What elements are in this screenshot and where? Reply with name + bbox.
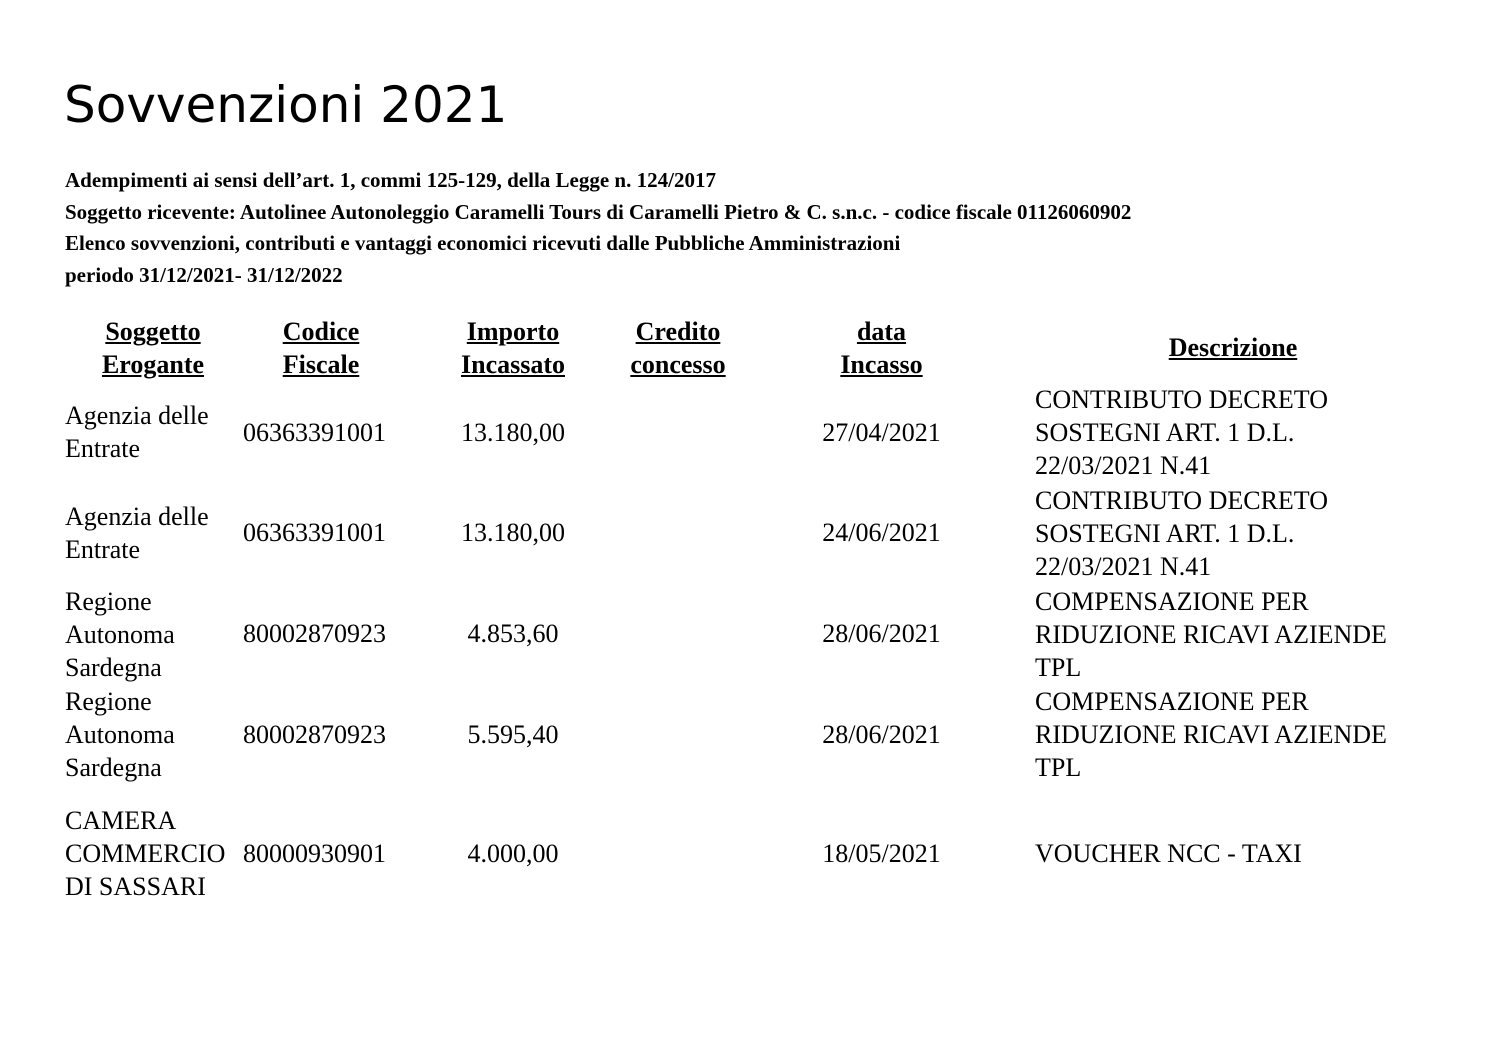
header-info bbox=[65, 165, 1131, 291]
cell-descrizione: COMPENSAZIONE PER RIDUZIONE RICAVI AZIENDE TPL bbox=[1035, 687, 1387, 782]
header-data-incasso: data Incasso bbox=[840, 317, 923, 379]
cell-descrizione: VOUCHER NCC - TAXI bbox=[1035, 839, 1302, 868]
law-reference-line: Adempimenti ai sensi dell’art. 1, commi 125-129, della Legge n. 124/2017 bbox=[65, 168, 716, 192]
period-line: periodo 31/12/2021- 31/12/2022 bbox=[65, 262, 343, 287]
cell-soggetto: Agenzia delle Entrate bbox=[65, 401, 209, 463]
header-importo-incassato: Importo Incassato bbox=[460, 317, 565, 379]
cell-data-incasso: 28/06/2021 bbox=[822, 619, 941, 648]
cell-codice-fiscale: 80002870923 bbox=[243, 720, 386, 749]
cell-data-incasso: 28/06/2021 bbox=[822, 720, 941, 749]
cell-data-incasso: 27/04/2021 bbox=[822, 418, 941, 447]
header-soggetto-erogante: Soggetto Erogante bbox=[101, 317, 205, 379]
header-credito-concesso: Credito concesso bbox=[630, 317, 726, 379]
cell-importo: 13.180,00 bbox=[461, 418, 565, 447]
recipient-line: Soggetto ricevente: Autolinee Autonoleggio Caramelli Tours di Caramelli Pietro & C. s.n.c. - codice fiscale 01126060902 bbox=[65, 199, 1132, 224]
cell-soggetto: Agenzia delle Entrate bbox=[65, 502, 209, 564]
header-descrizione: Descrizione bbox=[1168, 333, 1298, 362]
cell-codice-fiscale: 06363391001 bbox=[243, 418, 386, 447]
cell-descrizione: COMPENSAZIONE PER RIDUZIONE RICAVI AZIENDE TPL bbox=[1035, 587, 1387, 682]
list-description-line: Elenco sovvenzioni, contributi e vantaggi economici ricevuti dalle Pubbliche Amministrazioni bbox=[65, 231, 901, 255]
cell-importo: 4.000,00 bbox=[467, 839, 559, 868]
cell-data-incasso: 18/05/2021 bbox=[822, 839, 941, 868]
cell-codice-fiscale: 06363391001 bbox=[243, 518, 386, 547]
header-codice-fiscale: Codice Fiscale bbox=[282, 317, 360, 379]
cell-data-incasso: 24/06/2021 bbox=[822, 518, 941, 547]
cell-codice-fiscale: 80000930901 bbox=[243, 839, 386, 868]
cell-soggetto: Regione Autonoma Sardegna bbox=[65, 587, 175, 682]
cell-descrizione: CONTRIBUTO DECRETO SOSTEGNI ART. 1 D.L. 22/03/2021 N.41 bbox=[1035, 486, 1328, 581]
cell-descrizione: CONTRIBUTO DECRETO SOSTEGNI ART. 1 D.L. 22/03/2021 N.41 bbox=[1035, 385, 1328, 480]
cell-importo: 4.853,60 bbox=[467, 619, 559, 648]
cell-codice-fiscale: 80002870923 bbox=[243, 619, 386, 648]
cell-soggetto: Regione Autonoma Sardegna bbox=[65, 687, 175, 782]
cell-importo: 13.180,00 bbox=[461, 518, 565, 547]
cell-soggetto: CAMERA COMMERCIO DI SASSARI bbox=[65, 806, 226, 901]
page-title: Sovvenzioni 2021 bbox=[64, 76, 508, 134]
cell-importo: 5.595,40 bbox=[467, 720, 559, 749]
